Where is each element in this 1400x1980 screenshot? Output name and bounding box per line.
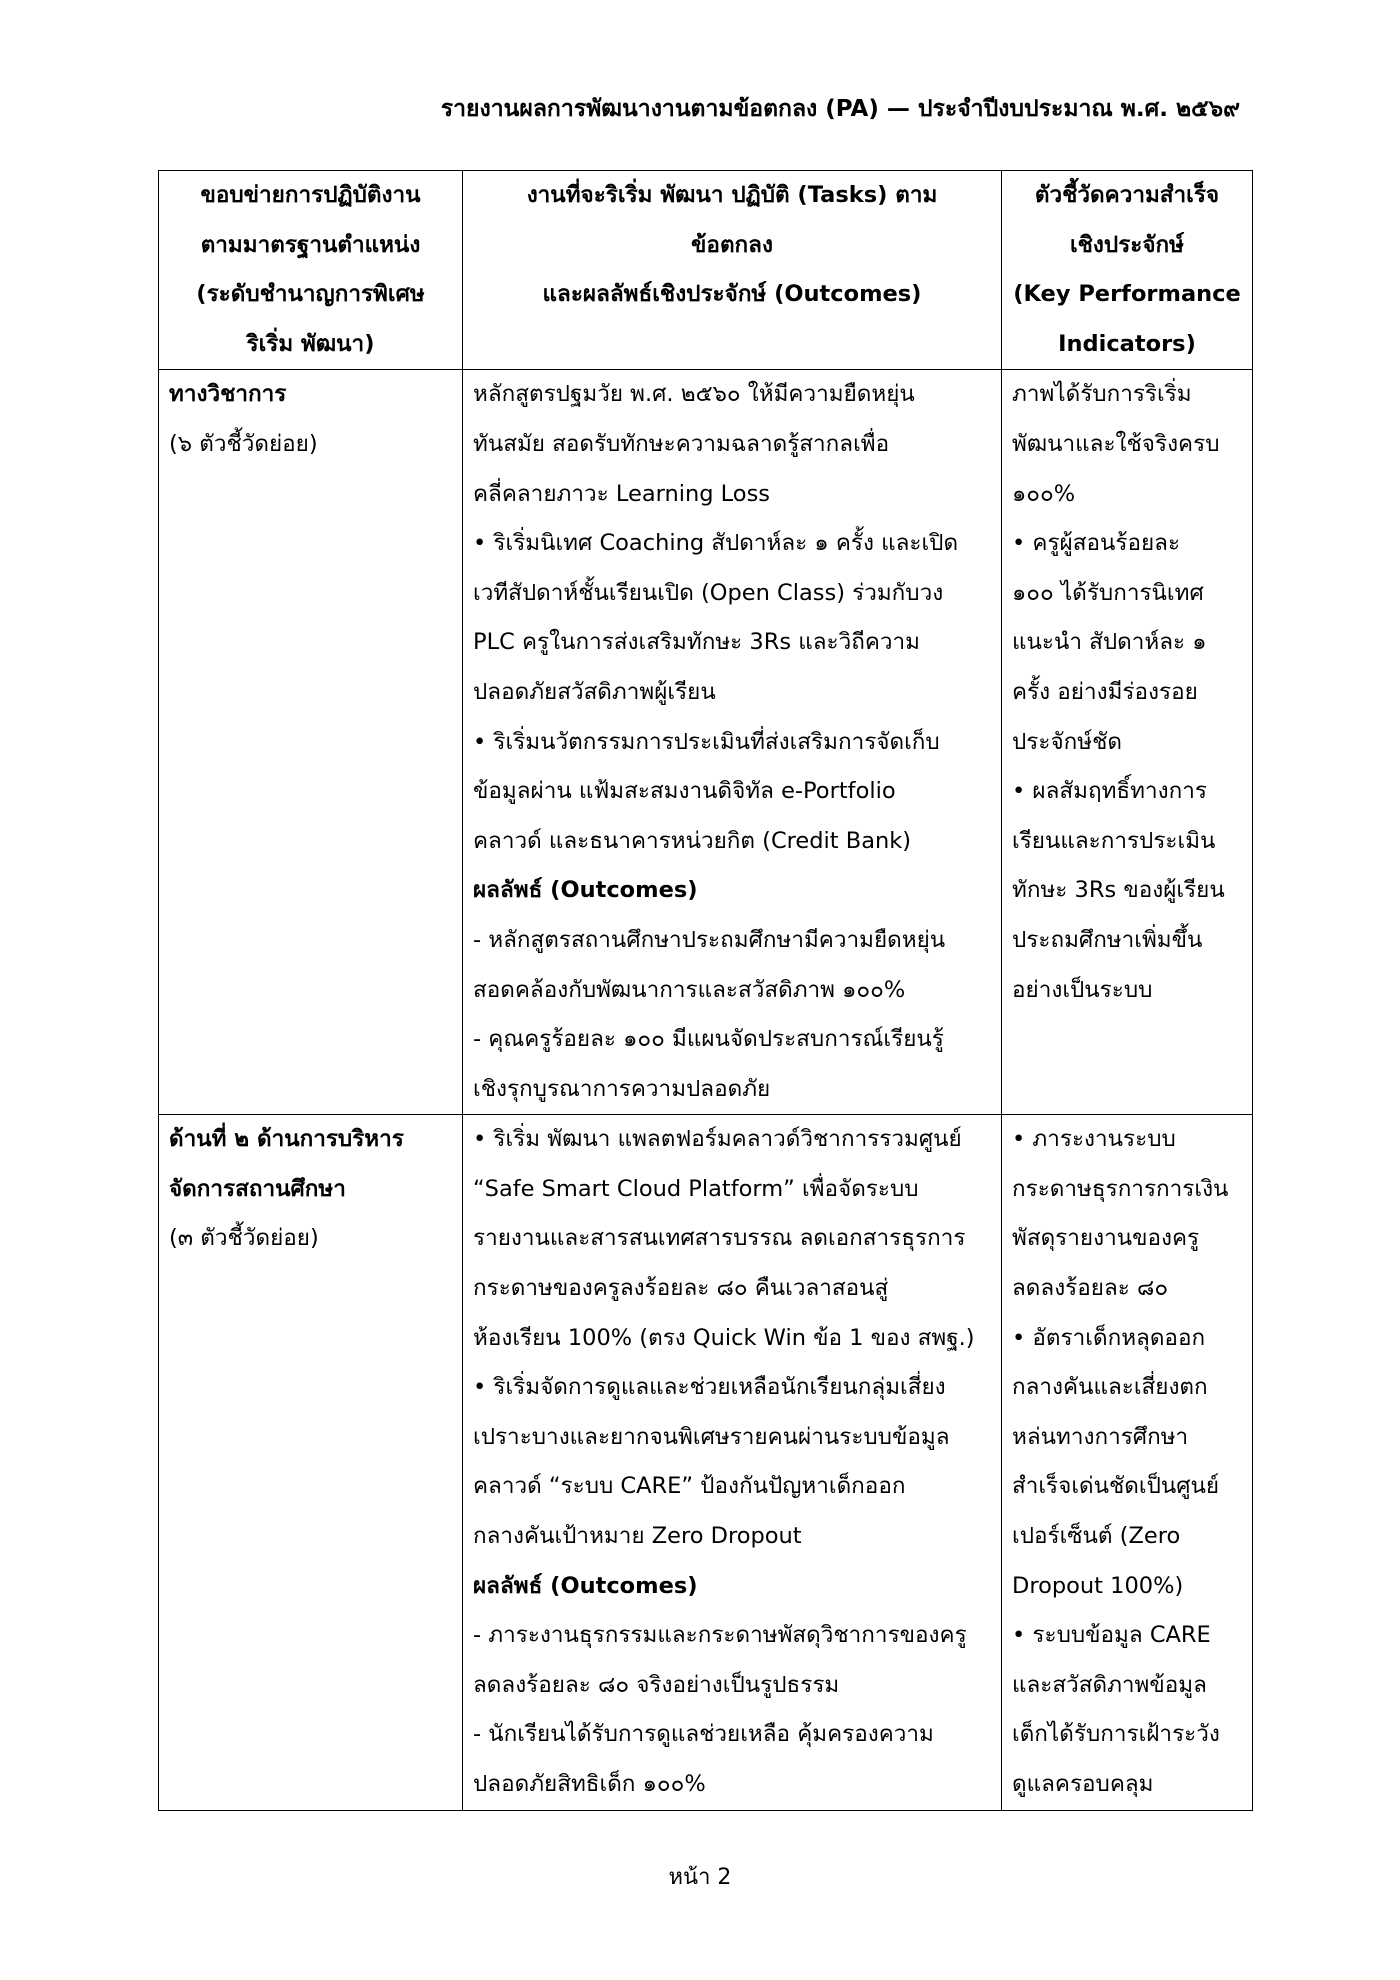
scope-title-cont: จัดการสถานศึกษา <box>169 1175 346 1202</box>
header-line: งานที่จะริเริ่ม พัฒนา ปฏิบัติ (Tasks) ตาม <box>526 182 938 208</box>
task-line: • ริเริ่มจัดการดูแลและช่วยเหลือนักเรียนกลุ่มเสี่ยง <box>473 1374 946 1401</box>
document-header-title: รายงานผลการพัฒนางานตามข้อตกลง (PA) — ประจำปีงบประมาณ พ.ศ. ๒๕๖๙ <box>440 96 1240 122</box>
kpi-line: ประจักษ์ชัด <box>1012 728 1122 755</box>
tasks-cell <box>463 1115 1002 1810</box>
kpi-line: ลดลงร้อยละ ๘๐ <box>1012 1275 1169 1302</box>
kpi-line: • อัตราเด็กหลุดออก <box>1012 1324 1206 1351</box>
task-line: - ภาระงานธุรกรรมและกระดาษพัสดุวิชาการของครู <box>473 1622 967 1649</box>
header-line: ริเริ่ม พัฒนา) <box>246 330 375 357</box>
kpi-line: ภาพได้รับการริเริ่ม <box>1012 381 1192 408</box>
scope-subtitle: (๓ ตัวชี้วัดย่อย) <box>169 1225 319 1252</box>
task-line: คลาวด์ “ระบบ CARE” ป้องกันปัญหาเด็กออก <box>473 1473 906 1500</box>
kpi-line: เปอร์เซ็นต์ (Zero <box>1012 1523 1181 1550</box>
header-line: ข้อตกลง <box>691 231 773 258</box>
kpi-line: • ภาระงานระบบ <box>1012 1126 1176 1153</box>
header-line: และผลลัพธ์เชิงประจักษ์ (Outcomes) <box>542 281 922 308</box>
scope-title: ด้านที่ ๒ ด้านการบริหาร <box>169 1126 404 1153</box>
task-line: คลี่คลายภาวะ Learning Loss <box>473 480 771 507</box>
kpi-line: แนะนำ สัปดาห์ละ ๑ <box>1012 629 1207 656</box>
header-line: ตามมาตรฐานตำแหน่ง <box>200 231 421 258</box>
header-line: Indicators) <box>1058 330 1196 357</box>
header-line: (Key Performance <box>1013 281 1241 308</box>
task-line: เวทีสัปดาห์ชั้นเรียนเปิด (Open Class) ร่วมกับวง <box>473 579 944 606</box>
table-row-administration <box>159 1115 1253 1810</box>
task-line: • ริเริ่มนวัตกรรมการประเมินที่ส่งเสริมการจัดเก็บ <box>473 728 940 755</box>
scope-cell <box>159 370 463 1115</box>
page-number: หน้า 2 <box>668 1865 732 1890</box>
task-line: ทันสมัย สอดรับทักษะความฉลาดรู้สากลเพื่อ <box>473 430 890 457</box>
kpi-line: พัฒนาและใช้จริงครบ <box>1012 430 1220 457</box>
kpi-line: เด็กได้รับการเฝ้าระวัง <box>1012 1721 1220 1748</box>
header-tasks-column <box>463 171 1002 370</box>
task-line: ปลอดภัยสวัสดิภาพผู้เรียน <box>473 678 716 705</box>
task-line: หลักสูตรปฐมวัย พ.ศ. ๒๕๖๐ ให้มีความยืดหยุ่น <box>473 381 915 408</box>
task-line: ปลอดภัยสิทธิเด็ก ๑๐๐% <box>473 1771 706 1797</box>
table-row-academic <box>159 370 1253 1115</box>
kpi-line: ครั้ง อย่างมีร่องรอย <box>1012 678 1198 705</box>
task-line: สอดคล้องกับพัฒนาการและสวัสดิภาพ ๑๐๐% <box>473 976 906 1003</box>
task-line: “Safe Smart Cloud Platform” เพื่อจัดระบบ <box>473 1175 919 1202</box>
header-kpi-column <box>1002 171 1253 370</box>
scope-subtitle: (๖ ตัวชี้วัดย่อย) <box>169 430 318 457</box>
kpi-line: ประถมศึกษาเพิ่มขึ้น <box>1012 926 1203 953</box>
kpi-line: และสวัสดิภาพข้อมูล <box>1012 1671 1207 1698</box>
task-line: - หลักสูตรสถานศึกษาประถมศึกษามีความยืดหยุ่น <box>473 926 946 953</box>
kpi-line: กลางคันและเสี่ยงตก <box>1012 1374 1208 1401</box>
kpi-cell <box>1002 370 1253 1115</box>
task-line: กระดาษของครูลงร้อยละ ๘๐ คืนเวลาสอนสู่ <box>473 1275 889 1302</box>
kpi-line: • ผลสัมฤทธิ์ทางการ <box>1012 778 1207 805</box>
kpi-line: • ครูผู้สอนร้อยละ <box>1012 530 1181 557</box>
task-line: • ริเริ่มนิเทศ Coaching สัปดาห์ละ ๑ ครั้ง และเปิด <box>473 530 959 557</box>
task-line: เชิงรุกบูรณาการความปลอดภัย <box>473 1075 771 1102</box>
task-line: - คุณครูร้อยละ ๑๐๐ มีแผนจัดประสบการณ์เรียนรู้ <box>473 1026 944 1053</box>
kpi-line: ดูแลครอบคลุม <box>1012 1771 1154 1797</box>
table-header-row <box>159 171 1253 370</box>
scope-cell <box>159 1115 463 1810</box>
kpi-cell <box>1002 1115 1253 1810</box>
kpi-line: ๑๐๐% <box>1012 480 1076 507</box>
task-line: PLC ครูในการส่งเสริมทักษะ 3Rs และวิถีความ <box>473 629 921 656</box>
kpi-line: กระดาษธุรการการเงิน <box>1012 1175 1229 1202</box>
task-line: ข้อมูลผ่าน แฟ้มสะสมงานดิจิทัล e-Portfolio <box>473 778 896 805</box>
kpi-line: • ระบบข้อมูล CARE <box>1012 1622 1211 1649</box>
outcomes-heading: ผลลัพธ์ (Outcomes) <box>473 877 698 904</box>
kpi-line: Dropout 100%) <box>1012 1572 1184 1599</box>
tasks-cell <box>463 370 1002 1115</box>
task-line: - นักเรียนได้รับการดูแลช่วยเหลือ คุ้มครองความ <box>473 1721 934 1748</box>
kpi-line: สำเร็จเด่นชัดเป็นศูนย์ <box>1012 1473 1220 1500</box>
task-line: กลางคันเป้าหมาย Zero Dropout <box>473 1523 802 1550</box>
kpi-line: พัสดุรายงานของครู <box>1012 1225 1200 1252</box>
header-line: ขอบข่ายการปฏิบัติงาน <box>200 182 421 208</box>
header-line: ตัวชี้วัดความสำเร็จ <box>1034 182 1220 208</box>
header-scope-column <box>159 171 463 370</box>
task-line: ห้องเรียน 100% (ตรง Quick Win ข้อ 1 ของ สพฐ.) <box>473 1324 975 1351</box>
header-line: เชิงประจักษ์ <box>1069 231 1185 258</box>
kpi-line: ทักษะ 3Rs ของผู้เรียน <box>1012 877 1225 904</box>
outcomes-heading: ผลลัพธ์ (Outcomes) <box>473 1572 698 1599</box>
task-line: คลาวด์ และธนาคารหน่วยกิต (Credit Bank) <box>473 827 912 854</box>
pa-agreement-table <box>158 170 1253 1811</box>
task-line: รายงานและสารสนเทศสารบรรณ ลดเอกสารธุรการ <box>473 1225 966 1252</box>
header-line: (ระดับชำนาญการพิเศษ <box>196 281 425 308</box>
scope-title: ทางวิชาการ <box>169 381 287 408</box>
task-line: • ริเริ่ม พัฒนา แพลตฟอร์มคลาวด์วิชาการรวมศูนย์ <box>473 1126 962 1153</box>
task-line: ลดลงร้อยละ ๘๐ จริงอย่างเป็นรูปธรรม <box>473 1671 840 1698</box>
kpi-line: เรียนและการประเมิน <box>1012 827 1216 854</box>
kpi-line: ๑๐๐ ได้รับการนิเทศ <box>1012 579 1204 606</box>
kpi-line: หล่นทางการศึกษา <box>1012 1423 1189 1450</box>
task-line: เปราะบางและยากจนพิเศษรายคนผ่านระบบข้อมูล <box>473 1423 950 1450</box>
kpi-line: อย่างเป็นระบบ <box>1012 976 1153 1003</box>
